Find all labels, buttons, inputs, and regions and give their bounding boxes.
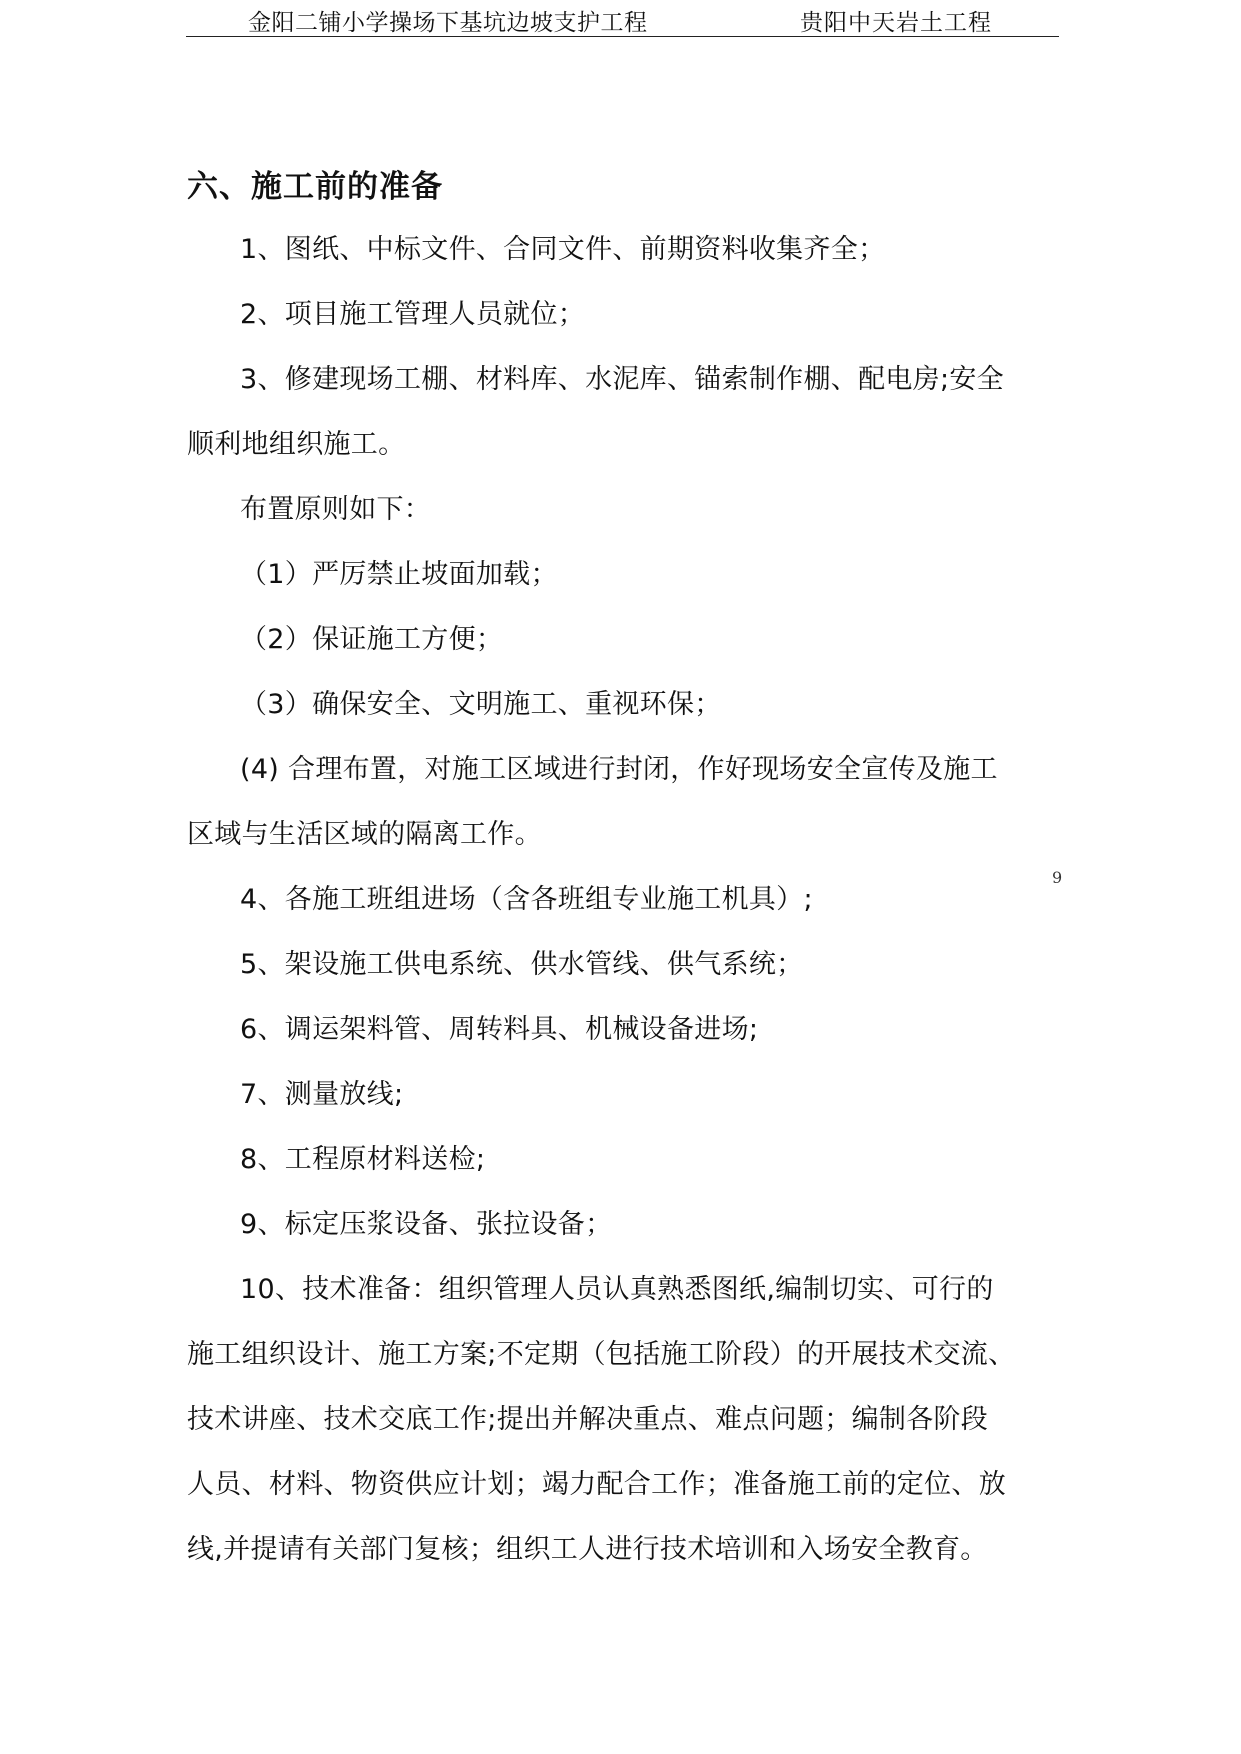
paragraph-line: 区域与生活区域的隔离工作。 [187,819,542,850]
header-project-name: 金阳二铺小学操场下基坑边坡支护工程 [248,10,648,36]
paragraph-line: 6、调运架料管、周转料具、机械设备进场; [240,1014,759,1045]
page-header [186,0,1059,37]
section-title: 六、施工前的准备 [187,169,443,205]
paragraph-line: 9、标定压浆设备、张拉设备； [240,1209,613,1240]
paragraph-line: 1、图纸、中标文件、合同文件、前期资料收集齐全； [240,234,886,265]
paragraph-line: 3、修建现场工棚、材料库、水泥库、锚索制作棚、配电房;安全 [240,364,1004,395]
paragraph-line: 顺利地组织施工。 [187,429,406,460]
paragraph-line: 5、架设施工供电系统、供水管线、供气系统； [240,949,804,980]
paragraph-line: 施工组织设计、施工方案;不定期（包括施工阶段）的开展技术交流、 [187,1339,1016,1370]
header-company-name: 贵阳中天岩土工程 [800,10,992,36]
paragraph-line: 10、技术准备：组织管理人员认真熟悉图纸,编制切实、可行的 [240,1274,994,1305]
list-item: （3）确保安全、文明施工、重视环保； [240,689,722,720]
paragraph-line: 7、测量放线; [240,1079,404,1110]
paragraph-line: 人员、材料、物资供应计划；竭力配合工作；准备施工前的定位、放 [187,1469,1006,1500]
list-item: （2）保证施工方便； [240,624,504,655]
paragraph-line: 8、工程原材料送检; [240,1144,486,1175]
paragraph-line: 布置原则如下： [240,494,432,525]
page-number: 9 [1052,868,1063,887]
list-item: (4) 合理布置，对施工区域进行封闭，作好现场安全宣传及施工 [240,754,998,785]
paragraph-line: 线,并提请有关部门复核；组织工人进行技术培训和入场安全教育。 [187,1534,988,1565]
paragraph-line: 2、项目施工管理人员就位； [240,299,586,330]
paragraph-line: 4、各施工班组进场（含各班组专业施工机具）; [240,884,813,915]
list-item: （1）严厉禁止坡面加载； [240,559,558,590]
paragraph-line: 技术讲座、技术交底工作;提出并解决重点、难点问题；编制各阶段 [187,1404,989,1435]
